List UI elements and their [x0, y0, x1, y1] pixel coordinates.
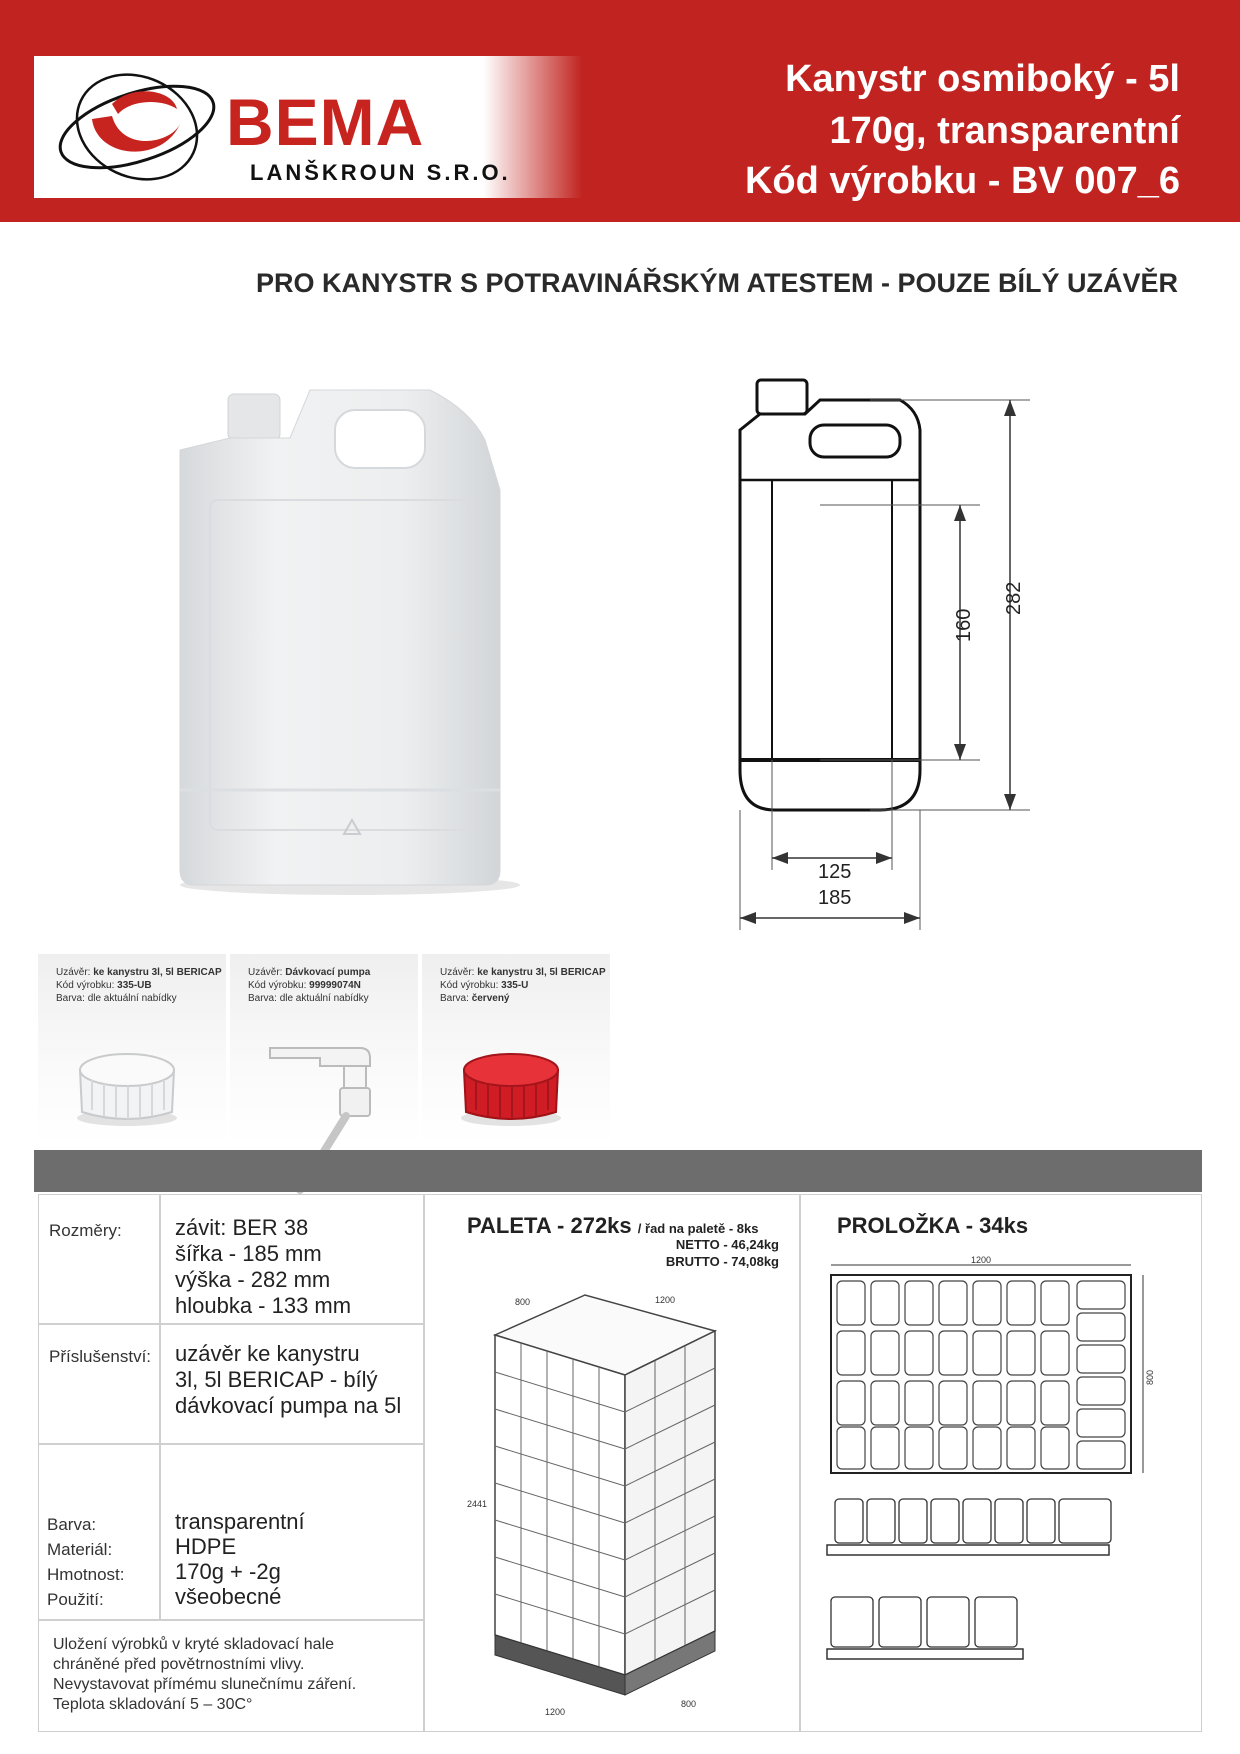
pallet-drawing [465, 1275, 765, 1725]
dim-height-body: 160 [953, 608, 975, 642]
logo-panel [34, 56, 582, 198]
cell-storage-note [38, 1620, 424, 1732]
brand-name: BEMA [226, 85, 425, 159]
prislusenstvi-2: 3l, 5l BERICAP - bílý [175, 1367, 378, 1392]
cell-rozmery-label [38, 1194, 160, 1324]
cell-prolozka [800, 1194, 1202, 1732]
accessory-red-cap: Uzávěr: ke kanystru 3l, 5l BERICAP Kód výrobku: 335-U Barva: červený [422, 954, 610, 1144]
canister-photo [170, 380, 530, 900]
dim-height-total: 282 [1003, 581, 1025, 615]
paleta-dim-height: 2441 [467, 1499, 488, 1509]
value-barva: transparentní [175, 1509, 305, 1534]
cell-prislusenstvi-values [160, 1324, 424, 1444]
label-rozmery: Rozměry: [49, 1221, 122, 1240]
label-prislusenstvi: Příslušenství: [49, 1347, 152, 1366]
paleta-title: PALETA - 272ks / řad na paletě - 8ks [467, 1213, 759, 1238]
food-certificate-note: PRO KANYSTR S POTRAVINÁŘSKÝM ATESTEM - POUZE BÍLÝ UZÁVĚR [255, 268, 1178, 298]
paleta-per-row: / řad na paletě - 8ks [637, 1221, 759, 1236]
red-cap-icon [456, 1040, 566, 1130]
paleta-dim-1200-top: 1200 [655, 1295, 676, 1305]
paleta-dim-800-bottom: 800 [681, 1699, 697, 1709]
prislusenstvi-1: uzávěr ke kanystru [175, 1341, 360, 1366]
technical-drawing [720, 370, 1180, 950]
prislusenstvi-3: dávkovací pumpa na 5l [175, 1393, 402, 1418]
accessory-pump: Uzávěr: Dávkovací pumpa Kód výrobku: 99999074N Barva: dle aktuální nabídky [230, 954, 418, 1144]
label-hmotnost: Hmotnost: [47, 1565, 125, 1584]
label-pouziti: Použití: [47, 1590, 104, 1609]
white-cap-icon [72, 1040, 182, 1130]
rozmery-1: závit: BER 38 [175, 1215, 309, 1240]
paleta-dim-1200-bottom: 1200 [545, 1707, 566, 1717]
value-hmotnost: 170g + -2g [175, 1559, 281, 1584]
cell-prislusenstvi-label [38, 1324, 160, 1444]
product-title-line2: 170g, transparentní [829, 110, 1180, 152]
dim-width-inner: 125 [818, 861, 852, 883]
accessory-white-cap: Uzávěr: ke kanystru 3l, 5l BERICAP Kód výrobku: 335-UB Barva: dle aktuální nabídky [38, 954, 226, 1144]
rozmery-2: šířka - 185 mm [175, 1241, 322, 1266]
header-banner [0, 0, 1240, 222]
prolozka-dim-depth: 800 [1145, 1369, 1155, 1385]
paleta-dim-800-top: 800 [515, 1297, 531, 1307]
value-pouziti: všeobecné [175, 1584, 282, 1609]
dim-width-total: 185 [818, 887, 852, 909]
paleta-brutto: BRUTTO - 74,08kg [665, 1254, 779, 1269]
rozmery-3: výška - 282 mm [175, 1267, 331, 1292]
label-material: Materiál: [47, 1540, 113, 1559]
storage-note: Uložení výrobků v kryté skladovací hale chráněné před povětrnostními vlivy. Nevystavovat přímému slunečnímu záření. Teplota skladování 5 – 30C° [53, 1636, 357, 1713]
layer-pad-drawing [821, 1255, 1191, 1725]
cell-rozmery-values [160, 1194, 424, 1324]
spec-table [38, 1194, 1202, 1734]
prolozka-dim-width: 1200 [971, 1255, 992, 1265]
cell-paleta [424, 1194, 800, 1732]
section-divider-bar [34, 1150, 1202, 1192]
label-barva: Barva: [47, 1515, 97, 1534]
cell-props-values [160, 1444, 424, 1620]
paleta-netto: NETTO - 46,24kg [675, 1237, 779, 1252]
brand-subtitle: LANŠKROUN S.R.O. [250, 160, 511, 185]
product-title-line1: Kanystr osmiboký - 5l [785, 58, 1180, 100]
value-material: HDPE [175, 1534, 237, 1559]
bema-logo-icon [52, 64, 222, 190]
cell-props-labels [38, 1444, 160, 1620]
rozmery-4: hloubka - 133 mm [175, 1293, 352, 1318]
product-code: Kód výrobku - BV 007_6 [744, 160, 1180, 202]
prolozka-title: PROLOŽKA - 34ks [837, 1213, 1029, 1238]
